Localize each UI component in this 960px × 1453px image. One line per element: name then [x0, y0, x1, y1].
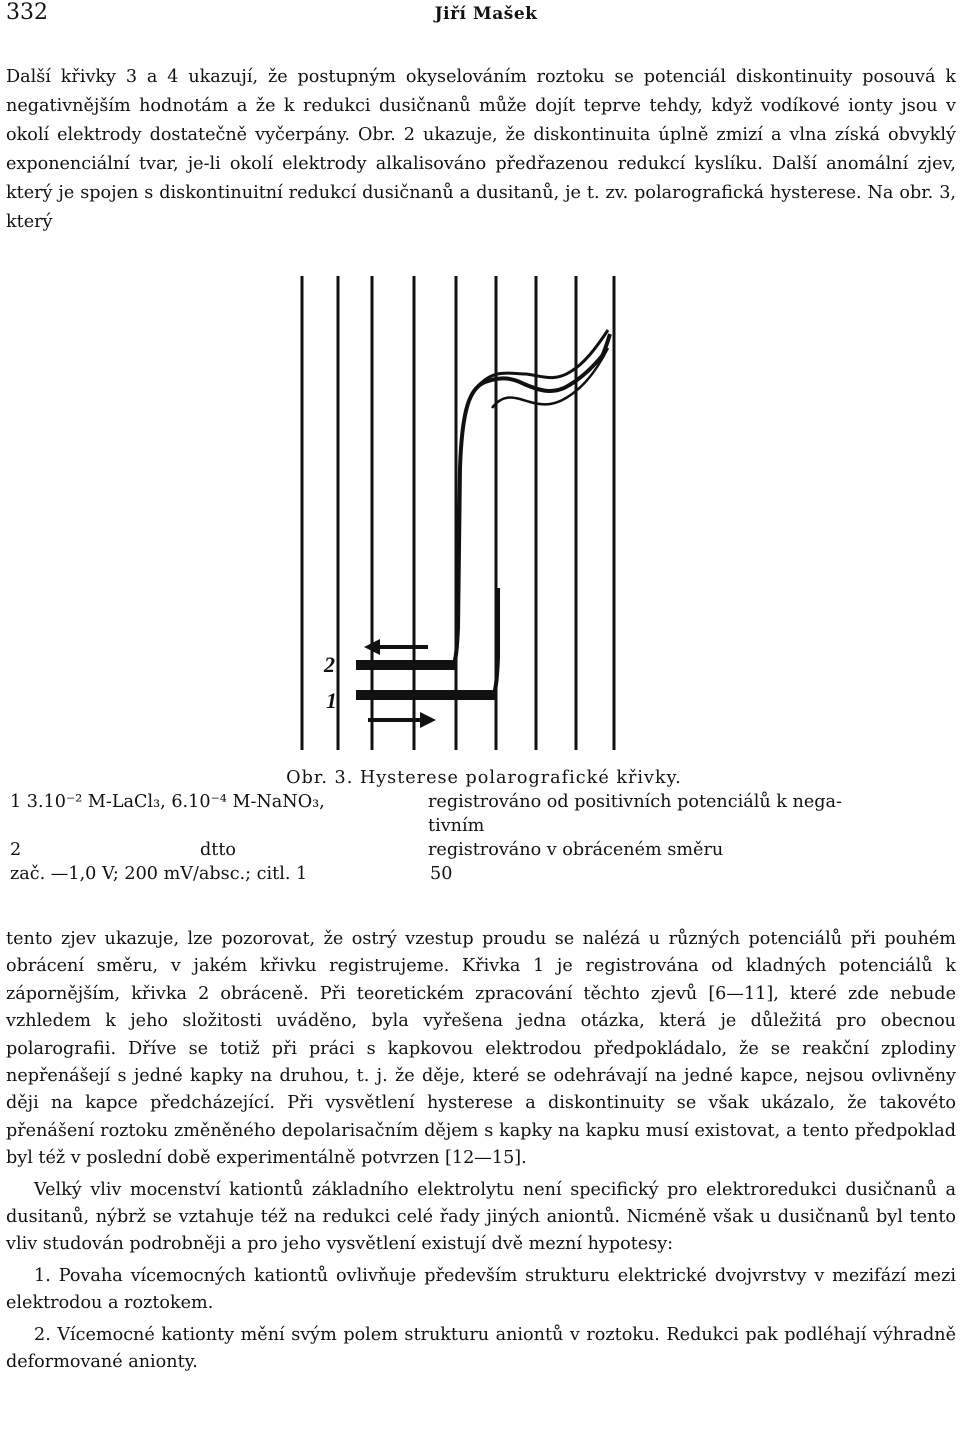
arrow-right-icon [368, 712, 436, 728]
caption-row1-left: 1 3.10⁻² M-LaCl₃, 6.10⁻⁴ M-NaNO₃, [10, 792, 325, 812]
page-number: 332 [6, 0, 48, 25]
figure-caption [10, 766, 958, 886]
curve-2-label: 2 [324, 652, 335, 677]
paragraph: tento zjev ukazuje, lze pozorovat, že ostrý vzestup proudu se nalézá u různých potenciálů při pouhém obrácení směru, v jakém křivku registrujeme. Křivka 1 je registrována od kladných potenciálů k zápornějším, křivka 2 obráceně. Při teoretickém zpracování těchto zjevů [6—11], které zde nebude vzhledem k jeho složitosti uváděno, byla vyřešena jedna otázka, která je důležitá pro obecnou polarografii. Dříve se totiž při práci s kapkovou elektrodou předpokládalo, že se reakční zplodiny nepřenášejí s jedné kapky na druhou, t. j. že děje, které se odehrávají na jedné kapce, nejsou ovlivněny ději na kapce předcházející. Při vysvětlení hysterese a diskontinuity se však ukázalo, že takovéto přenášení roztoku změněného depolarisačním dějem s kapky na kapku musí existovat, a tento předpoklad byl též v poslední době experimentálně potvrzen [12—15]. [6, 929, 956, 1169]
text-block-top [6, 63, 956, 237]
curve-1-bar [356, 690, 496, 700]
caption-row2-mid: dtto [200, 840, 236, 860]
curve-2 [360, 334, 610, 666]
curve-2-bar [356, 660, 456, 670]
running-head: Jiří Mašek [434, 4, 538, 24]
list-item: 1. Povaha vícemocných kationtů ovlivňuje především strukturu elektrické dvojvrstvy v mezifází mezi elektrodou a roztokem. [6, 1265, 956, 1314]
arrow-left-icon [364, 639, 428, 655]
caption-row [10, 862, 958, 886]
text-block-bottom [6, 926, 956, 1377]
caption-row1-cont: tivním [428, 816, 485, 836]
caption-row [10, 814, 958, 838]
caption-row2-num: 2 [10, 840, 22, 860]
page-header [6, 0, 956, 30]
caption-row2-right: registrováno v obráceném směru [428, 840, 724, 860]
caption-title: Obr. 3. Hysterese polarografické křivky. [286, 768, 682, 788]
hysteresis-figure [280, 268, 680, 762]
curve-1 [360, 588, 498, 696]
list-item: 2. Vícemocné kationty mění svým polem strukturu aniontů v roztoku. Redukci pak podléhají výhradně deformované anionty. [6, 1324, 956, 1373]
caption-row [10, 790, 958, 814]
curve-1-label: 1 [326, 688, 337, 713]
paragraph: Velký vliv mocenství kationtů základního elektrolytu není specifický pro elektroredukci dusičnanů a dusitanů, nýbrž se vztahuje též na redukci celé řady jiných aniontů. Nicméně však u dusičnanů byl tento vliv studován podrobněji a pro jeho vysvětlení existují dvě mezní hypotesy: [6, 1179, 956, 1255]
caption-row3-right: 50 [430, 864, 453, 884]
paragraph: Další křivky 3 a 4 ukazují, že postupným okyselováním roztoku se potenciál diskontinuity posouvá k negativnějším hodnotám a že k redukci dusičnanů může dojít teprve tehdy, když vodíkové ionty jsou v okolí elektrody dostatečně vyčerpány. Obr. 2 ukazuje, že diskontinuita úplně zmizí a vlna získá obvyklý exponenciální tvar, je-li okolí elektrody alkalisováno předřazenou redukcí kyslíku. Další anomální zjev, který je spojen s diskontinuitní redukcí dusičnanů a dusitanů, je t. zv. polarografická hysterese. Na obr. 3, který [6, 67, 956, 232]
caption-row1-right: registrováno od positivních potenciálů k nega- [428, 792, 842, 812]
caption-row3-left: zač. —1,0 V; 200 mV/absc.; citl. 1 [10, 864, 308, 884]
caption-row [10, 838, 958, 862]
